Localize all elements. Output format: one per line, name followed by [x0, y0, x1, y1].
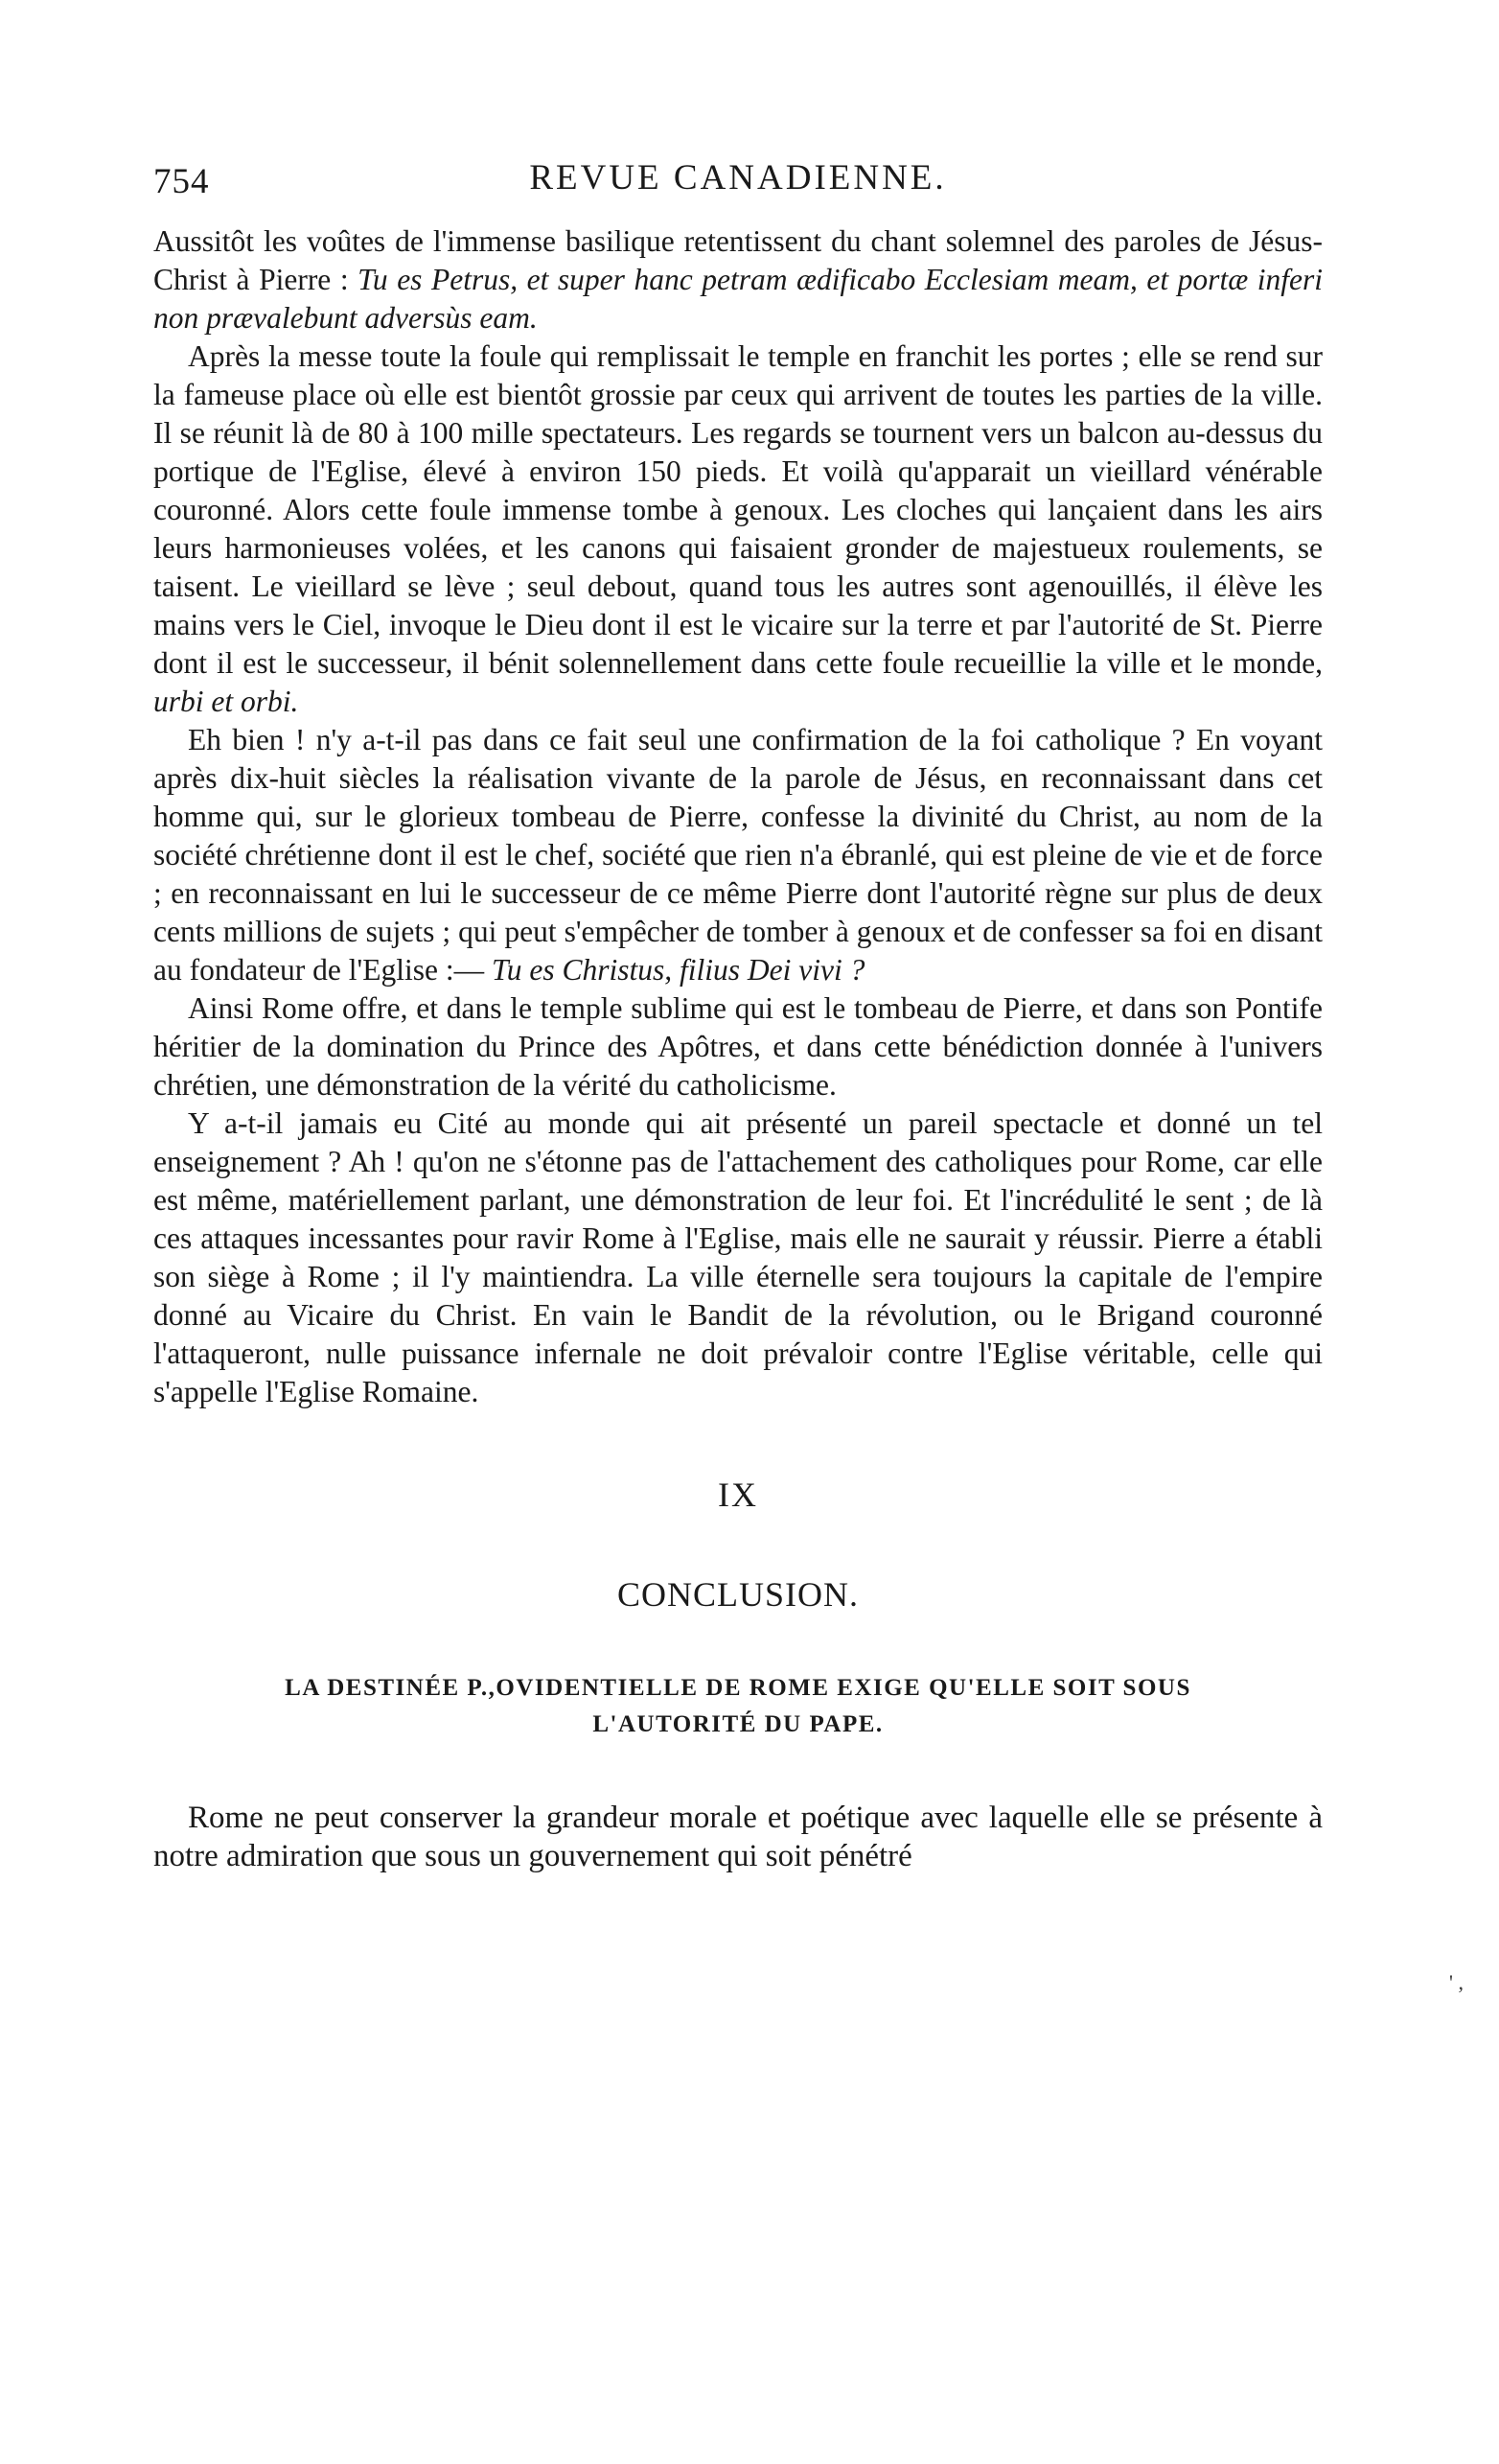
paragraph-rome-offers: Ainsi Rome offre, et dans le temple sublime qui est le tombeau de Pierre, et dans son Pontife héritier de la domination du Prince des Apôtres, et dans cette bénédiction donnée à l'univers chrétien, une démonstration de la vérité du catholicisme. [153, 991, 1323, 1102]
subtitle-line: L'AUTORITÉ DU PAPE. [592, 1711, 884, 1737]
paragraph-blessing-crowd [153, 337, 1323, 721]
paragraph-text: Aussitôt les voûtes de l'immense basilique retentissent du chant solemnel des paroles de Jésus-Christ à Pierre : [153, 224, 1323, 296]
article-body [153, 222, 1323, 1411]
paragraph-text: Après la messe toute la foule qui remplissait le temple en franchit les portes ; elle se rend sur la fameuse place où elle est bientôt grossie par ceux qui arrivent de toutes les parties de la ville. Il se réunit là de 80 à 100 mille spectateurs. Les regards se tournent vers un balcon au-dessus du portique de l'Eglise, élevé à environ 150 pieds. Et voilà qu'apparait un vieillard vénérable couronné. Alors cette foule immense tombe à genoux. Les cloches qui lançaient dans les airs leurs harmonieuses volées, et les canons qui faisaient gronder de majestueux roulements, se taisent. Le vieillard se lève ; seul debout, quand tous les autres sont agenouillés, il élève les mains vers le Ciel, invoque le Dieu dont il est le vicaire sur la terre et par l'autorité de St. Pierre dont il est le successeur, il bénit solennellement dans cette foule recueillie la ville et le monde, [153, 339, 1323, 680]
book-page [153, 144, 1323, 1907]
latin-quote: Tu es Petrus, et super hanc petram ædificabo Ecclesiam meam, et portæ inferi non prævalebunt adversùs eam. [153, 263, 1323, 335]
latin-phrase: urbi et orbi. [153, 685, 299, 718]
paragraph-confirmation-faith [153, 721, 1323, 989]
paragraph-conclusion-opening: Rome ne peut conserver la grandeur morale et poétique avec laquelle elle se présente à notre admiration que sous un gouvernement qui soit pénétré [153, 1801, 1323, 1873]
journal-title: REVUE CANADIENNE. [529, 158, 947, 198]
paragraph-eternal-city: Y a-t-il jamais eu Cité au monde qui ait présenté un pareil spectacle et donné un tel enseignement ? Ah ! qu'on ne s'étonne pas de l'attachement des catholiques pour Rome, car elle est même, matériellement parlant, une démonstration de leur foi. Et l'incrédulité le sent ; de là ces attaques incessantes pour ravir Rome à l'Eglise, mais elle ne saurait y réussir. Pierre a établi son siège à Rome ; il l'y maintiendra. La ville éternelle sera toujours la capitale de l'empire donné au Vicaire du Christ. En vain le Bandit de la révolution, ou le Brigand couronné l'attaqueront, nulle puissance infernale ne doit prévaloir contre l'Eglise véritable, celle qui s'appelle l'Eglise Romaine. [153, 1106, 1323, 1408]
subtitle-line: LA DESTINÉE P.,OVIDENTIELLE DE ROME EXIGE QU'ELLE SOIT SOUS [285, 1675, 1191, 1701]
chapter-title: CONCLUSION. [616, 1575, 859, 1614]
paragraph-basilica-chant [153, 222, 1323, 337]
latin-quote: Tu es Christus, filius Dei vivi ? [491, 953, 865, 987]
chapter-subtitle [153, 1670, 1323, 1743]
paragraph-text: Eh bien ! n'y a-t-il pas dans ce fait seul une confirmation de la foi catholique ? En voyant après dix-huit siècles la réalisation vivante de la parole de Jésus, en reconnaissant dans cet homme qui, sur le glorieux tombeau de Pierre, confesse la divinité du Christ, au nom de la société chrétienne dont il est le chef, société que rien n'a ébranlé, qui est pleine de vie et de force ; en reconnaissant en lui le successeur de ce même Pierre dont l'autorité règne sur plus de deux cents millions de sujets ; qui peut s'empêcher de tomber à genoux et de confesser sa foi en disant au fondateur de l'Eglise :— [153, 723, 1323, 987]
margin-mark: ' , [1449, 1970, 1464, 1994]
running-head [153, 144, 1323, 201]
page-number: 754 [153, 162, 210, 201]
chapter-number: IX [718, 1476, 758, 1514]
